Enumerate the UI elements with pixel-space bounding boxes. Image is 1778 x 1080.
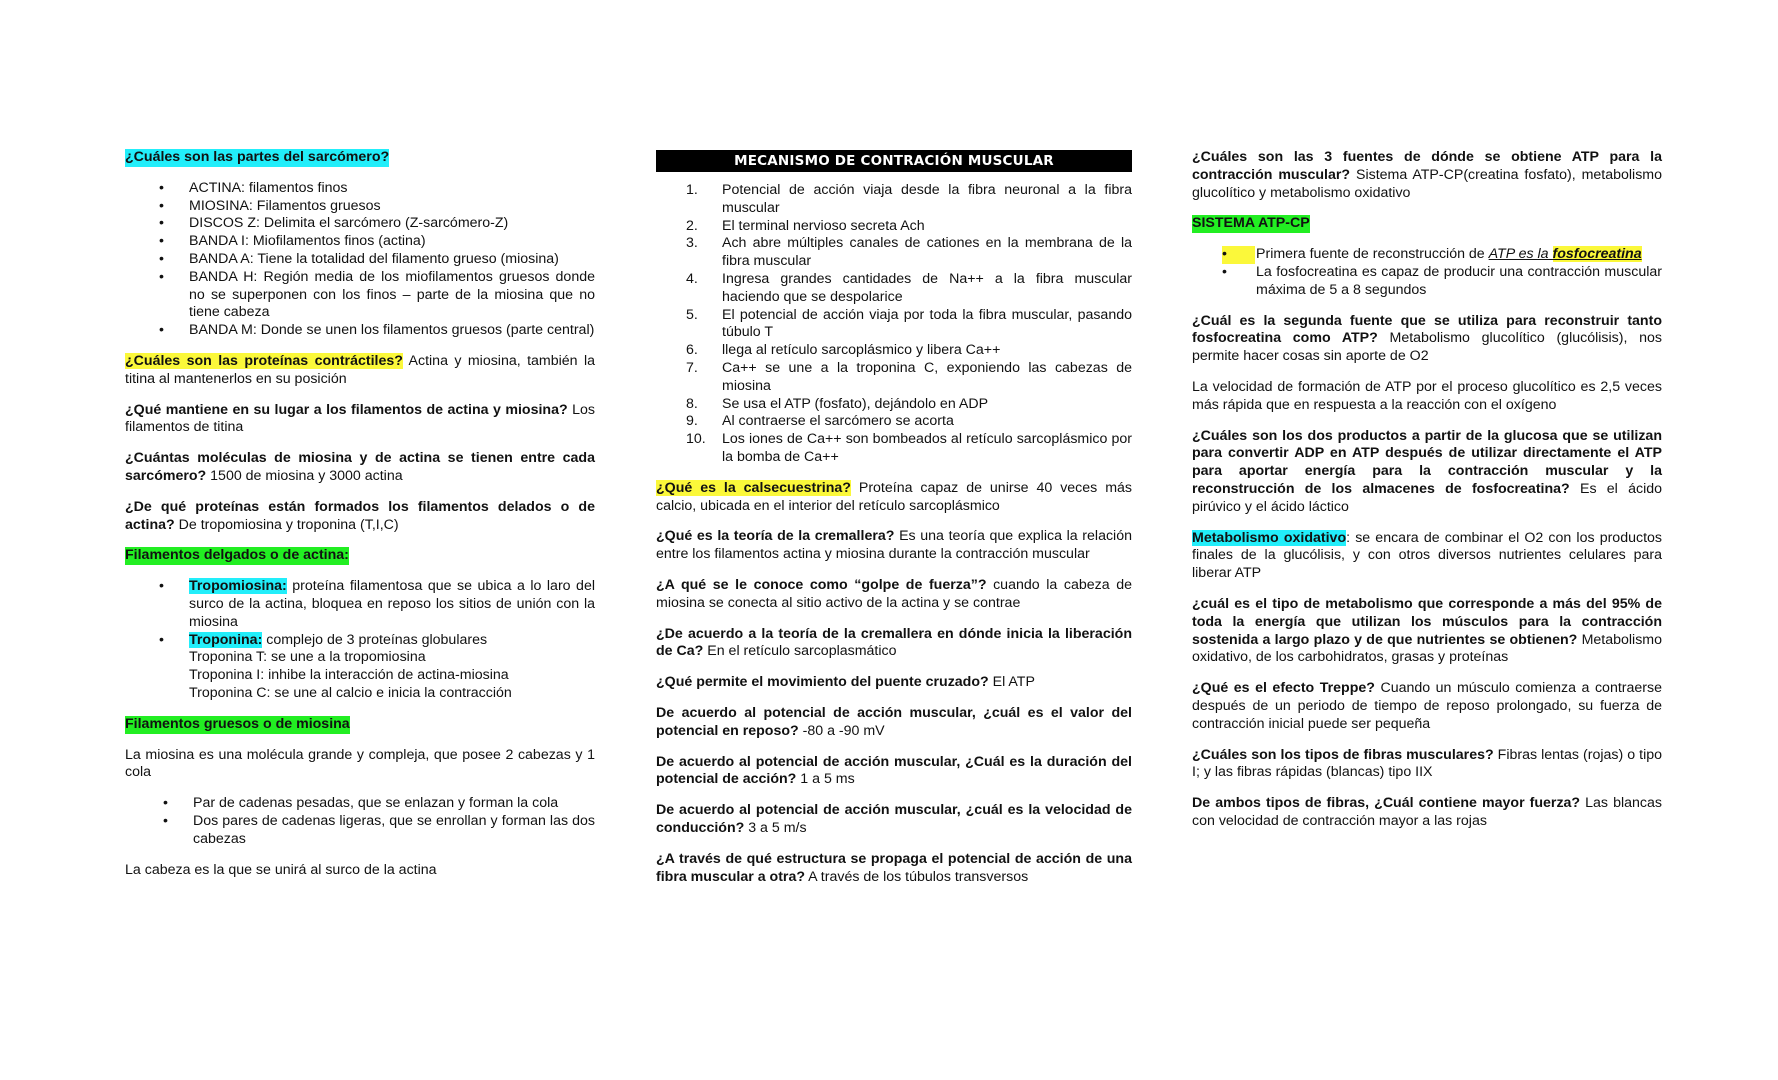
list-item: • Troponina: complejo de 3 proteínas globulares Troponina T: se une a la tropomiosina Troponina I: inhibe la interacción de actina-miosina Troponina C: se une al calcio e inicia la contracción xyxy=(125,632,595,703)
right-column xyxy=(1192,149,1662,844)
question: ¿Cuáles son las proteínas contráctiles? xyxy=(125,352,403,369)
question: De acuerdo al potencial de acción muscular, ¿cuál es la velocidad de conducción? xyxy=(656,802,1132,836)
thick-filaments-heading: Filamentos gruesos o de miosina xyxy=(125,715,350,732)
bullet-icon: • xyxy=(1222,246,1255,264)
list-item: • BANDA A: Tiene la totalidad del filamento grueso (miosina) xyxy=(159,250,559,267)
bullet-icon: • xyxy=(1222,263,1227,280)
question: ¿A qué se le conoce como “golpe de fuerza”? xyxy=(656,576,987,593)
answer: Las blancas con velocidad de contracción mayor a las rojas xyxy=(1192,795,1662,829)
question: ¿Qué mantiene en su lugar a los filamentos de actina y miosina? xyxy=(125,401,568,418)
middle-column xyxy=(656,149,1132,899)
bullet-icon: • xyxy=(159,578,164,595)
qa-metabolism-95 xyxy=(1192,596,1662,667)
sarcomere-parts-list xyxy=(125,180,595,340)
list-item: 10. Los iones de Ca++ son bombeados al retículo sarcoplásmico por la bomba de Ca++ xyxy=(686,431,1132,465)
answer: Cuando un músculo comienza a contraerse después de un periodo de tiempo de reposo prolongado, su fuerza de contracción inicial puede ser pequeña xyxy=(1192,680,1662,732)
bullet-icon: • xyxy=(159,197,164,214)
answer: 1500 de miosina y 3000 actina xyxy=(206,467,403,484)
troponin-i: Troponina I: inhibe la interacción de actina-miosina xyxy=(189,667,509,684)
bullet-icon: • xyxy=(163,795,168,812)
glycolytic-speed-note: La velocidad de formación de ATP por el proceso glucolítico es 2,5 veces más rápida que en respuesta a la reacción con el oxígeno xyxy=(1192,378,1662,413)
question: ¿Qué es el efecto Treppe? xyxy=(1192,680,1375,697)
answer: Los filamentos de titina xyxy=(125,401,595,436)
bullet-icon: • xyxy=(159,179,164,196)
answer: Sistema ATP-CP(creatina fosfato), metabolismo glucolítico y metabolismo oxidativo xyxy=(1192,166,1663,201)
atp-cp-heading: SISTEMA ATP-CP xyxy=(1192,215,1310,232)
list-item: • Dos pares de cadenas ligeras, que se enrollan y forman las dos cabezas xyxy=(163,812,595,847)
troponin-label: Troponina: xyxy=(189,631,263,648)
phosphocreatine-highlight: fosfocreatina xyxy=(1552,246,1642,263)
qa-calsequestrin xyxy=(656,480,1132,516)
question: ¿cuál es el tipo de metabolismo que corresponde a más del 95% de toda la energía que utilizan los músculos para la contracción sostenida a largo plazo y de que nutrientes se obtienen? xyxy=(1192,595,1662,648)
list-item: 8. Se usa el ATP (fosfato), dejándolo en ADP xyxy=(686,395,989,412)
section-banner: MECANISMO DE CONTRACIÓN MUSCULAR xyxy=(656,150,1132,172)
list-item: 3. Ach abre múltiples canales de cationes en la membrana de la fibra muscular xyxy=(686,235,1132,270)
answer: 3 a 5 m/s xyxy=(744,819,807,836)
qa-zipper-theory xyxy=(656,528,1132,564)
answer: Metabolismo glucolítico (glucólisis), nos permite hacer cosas sin aporte de O2 xyxy=(1192,330,1662,365)
answer: -80 a -90 mV xyxy=(798,722,885,739)
qa-molecule-count xyxy=(125,450,595,486)
list-item: 5. El potencial de acción viaja por toda la fibra muscular, pasando túbulo T xyxy=(686,306,1132,341)
answer: Proteína capaz de unirse 40 veces más calcio, ubicada en el interior del retículo sarcoplásmico xyxy=(656,479,1132,514)
qa-strongest-fiber xyxy=(1192,795,1662,831)
question: ¿De qué proteínas están formados los filamentos delados o de actina? xyxy=(125,498,595,533)
question: De ambos tipos de fibras, ¿Cuál contiene mayor fuerza? xyxy=(1192,795,1581,812)
thin-filaments-heading: Filamentos delgados o de actina: xyxy=(125,547,349,564)
bullet-icon: • xyxy=(159,631,164,648)
answer: Metabolismo oxidativo, de los carbohidratos, grasas y proteínas xyxy=(1192,631,1662,666)
qa-second-source xyxy=(1192,313,1662,366)
qa-resting-potential xyxy=(656,705,1132,741)
qa-glucose-products xyxy=(1192,428,1662,517)
answer: cuando la cabeza de miosina se conecta al sitio activo de la actina y se contrae xyxy=(656,576,1132,611)
troponin-t: Troponina T: se une a la tropomiosina xyxy=(189,649,426,666)
list-item: 1. Potencial de acción viaja desde la fibra neuronal a la fibra muscular xyxy=(686,182,1132,216)
question: ¿Qué permite el movimiento del puente cruzado? xyxy=(656,674,989,691)
list-item: • Primera fuente de reconstrucción de ATP es la fosfocreatina xyxy=(1222,246,1642,263)
list-item: • DISCOS Z: Delimita el sarcómero (Z-sarcómero-Z) xyxy=(159,215,509,232)
question: ¿Cuál es la segunda fuente que se utiliza para reconstruir tanto fosfocreatina como ATP? xyxy=(1192,312,1662,347)
list-item: 6. llega al retículo sarcoplásmico y libera Ca++ xyxy=(686,342,1001,359)
bullet-icon: • xyxy=(159,215,164,232)
list-item: 2. El terminal nervioso secreta Ach xyxy=(686,217,925,234)
question: ¿A través de qué estructura se propaga el potencial de acción de una fibra muscular a otra? xyxy=(656,850,1132,885)
answer: De tropomiosina y troponina (T,I,C) xyxy=(174,516,399,533)
atp-cp-list xyxy=(1192,246,1662,299)
question: ¿Cuántas moléculas de miosina y de actina se tienen entre cada sarcómero? xyxy=(125,450,595,484)
qa-calcium-release xyxy=(656,626,1132,662)
qa-treppe xyxy=(1192,680,1662,733)
answer: El ATP xyxy=(988,674,1035,691)
question: De acuerdo al potencial de acción muscular, ¿cuál es el valor del potencial en reposo? xyxy=(656,704,1132,739)
list-item: • BANDA M: Donde se unen los filamentos gruesos (parte central) xyxy=(159,322,595,339)
qa-propagation-structure xyxy=(656,851,1132,887)
bullet-icon: • xyxy=(159,322,164,339)
qa-titin xyxy=(125,402,595,438)
answer: Actina y miosina, también la titina al mantenerlos en su posición xyxy=(125,352,595,387)
answer: 1 a 5 ms xyxy=(796,771,855,788)
answer: A través de los túbulos transversos xyxy=(805,868,1029,885)
list-item: 9. Al contraerse el sarcómero se acorta xyxy=(686,413,954,430)
qa-thin-filament-proteins xyxy=(125,499,595,535)
bullet-icon: • xyxy=(159,268,164,285)
question: ¿Cuáles son las 3 fuentes de dónde se obtiene ATP para la contracción muscular? xyxy=(1192,149,1662,183)
myosin-intro: La miosina es una molécula grande y compleja, que posee 2 cabezas y 1 cola xyxy=(125,746,595,781)
list-item: 7. Ca++ se une a la troponina C, exponiendo las cabezas de miosina xyxy=(686,359,1132,394)
answer: Fibras lentas (rojas) o tipo I; y las fibras rápidas (blancas) tipo IIX xyxy=(1192,746,1662,781)
oxidative-metabolism: Metabolismo oxidativo: se encara de combinar el O2 con los productos finales de la glucólisis, y con otros diversos nutrientes celulares para liberar ATP xyxy=(1192,529,1662,582)
question: ¿Qué es la calsecuestrina? xyxy=(656,479,851,496)
bullet-icon: • xyxy=(159,250,164,267)
question: ¿Cuáles son los dos productos a partir de la glucosa que se utilizan para convertir ADP en ATP después de utilizar directamente el ATP para aportar energía para la contracción muscular y la reconstrucción de los almacenes de fosfocreatina? xyxy=(1192,427,1662,497)
list-item: • Par de cadenas pesadas, que se enlazan y forman la cola xyxy=(163,795,559,812)
qa-conduction-velocity xyxy=(656,802,1132,838)
question: ¿Cuáles son los tipos de fibras musculares? xyxy=(1192,746,1494,763)
bullet-icon: • xyxy=(163,812,168,829)
list-item: • ACTINA: filamentos finos xyxy=(159,179,348,196)
thin-filaments-list xyxy=(125,578,595,703)
question: ¿De acuerdo a la teoría de la cremallera en dónde inicia la liberación de Ca? xyxy=(656,625,1132,660)
myosin-chains-list xyxy=(125,795,595,848)
qa-contractile-proteins xyxy=(125,353,595,389)
troponin-c: Troponina C: se une al calcio e inicia la contracción xyxy=(189,684,512,701)
bullet-icon: • xyxy=(159,233,164,250)
answer: En el retículo sarcoplasmático xyxy=(703,643,897,660)
left-column xyxy=(125,149,595,892)
list-item: • Tropomiosina: proteína filamentosa que se ubica a lo laro del surco de la actina, bloquea en reposo los sitios de unión con la miosina xyxy=(159,578,595,630)
qa-action-potential-duration xyxy=(656,754,1132,790)
list-item: • MIOSINA: Filamentos gruesos xyxy=(159,197,381,214)
list-item: 4. Ingresa grandes cantidades de Na++ a la fibra muscular haciendo que se despolarice xyxy=(686,270,1132,305)
oxidative-label: Metabolismo oxidativo xyxy=(1192,529,1347,546)
qa-cross-bridge xyxy=(656,674,1132,692)
answer: Es una teoría que explica la relación entre los filamentos actina y miosina durante la contracción muscular xyxy=(656,528,1132,563)
tropomyosin-label: Tropomiosina: xyxy=(189,578,287,595)
list-item: • BANDA I: Miofilamentos finos (actina) xyxy=(159,233,426,250)
answer: Es el ácido pirúvico y el ácido láctico xyxy=(1192,480,1663,515)
contraction-steps-list xyxy=(656,182,1132,467)
list-item: • BANDA H: Región media de los miofilamentos gruesos donde no se superponen con los finos – parte de la miosina que no tiene cabeza xyxy=(159,268,595,321)
list-item: • La fosfocreatina es capaz de producir una contracción muscular máxima de 5 a 8 segundos xyxy=(1222,263,1662,298)
myosin-outro: La cabeza es la que se unirá al surco de la actina xyxy=(125,861,437,878)
question: De acuerdo al potencial de acción muscular, ¿Cuál es la duración del potencial de acción? xyxy=(656,753,1132,788)
sarcomere-parts-question: ¿Cuáles son las partes del sarcómero? xyxy=(125,149,390,165)
qa-fiber-types xyxy=(1192,747,1662,783)
qa-atp-sources xyxy=(1192,149,1662,202)
question: ¿Qué es la teoría de la cremallera? xyxy=(656,528,895,545)
qa-power-stroke xyxy=(656,577,1132,613)
